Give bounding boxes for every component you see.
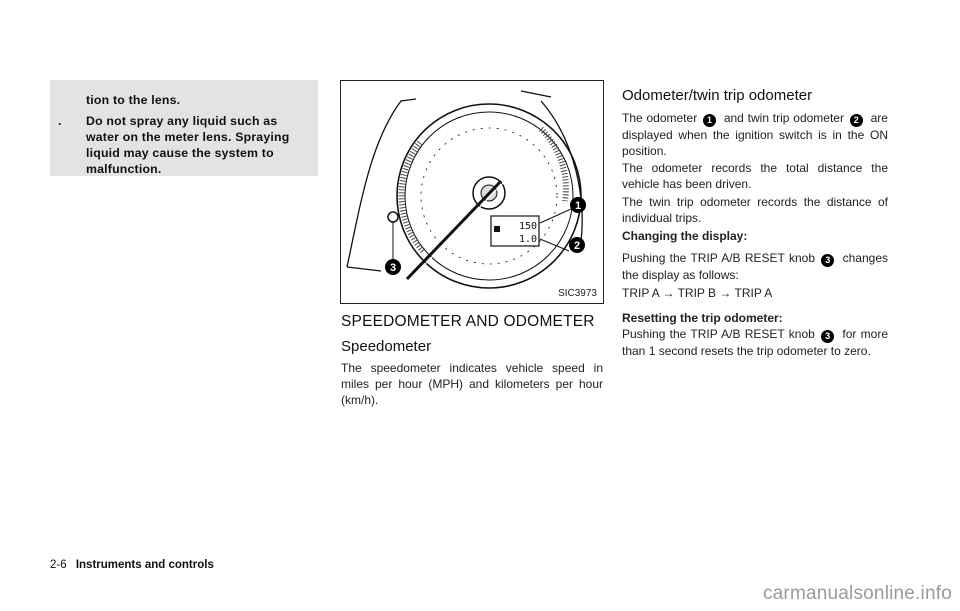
callout-2-label: 2 <box>573 240 581 252</box>
odometer-paragraph-3: The twin trip odometer records the distance of individual trips. <box>622 195 888 225</box>
caution-continuation: tion to the lens. <box>86 93 181 107</box>
odometer-p4-b: changes the display as follows: <box>622 251 888 282</box>
section-heading: SPEEDOMETER AND ODOMETER <box>341 313 595 330</box>
instrument-figure <box>340 80 604 304</box>
page-number: 2-6 <box>50 559 67 571</box>
odometer-subheading: Odometer/twin trip odometer <box>622 87 813 104</box>
callout-badge-3b: 3 <box>821 330 834 343</box>
callout-badge-3: 3 <box>821 254 834 267</box>
odometer-p5-a: Pushing the TRIP A/B RESET knob <box>622 327 815 341</box>
odometer-paragraph-2: The odometer records the total distance the vehicle has been driven. <box>622 161 888 191</box>
speedometer-subheading: Speedometer <box>341 338 432 355</box>
watermark: carmanualsonline.info <box>762 583 952 604</box>
callout-badge-2: 2 <box>850 114 863 127</box>
callout-3-label: 3 <box>389 262 397 274</box>
caution-box <box>50 80 318 176</box>
odometer-p1-b: and twin trip odometer <box>723 111 844 125</box>
resetting-heading: Resetting the trip odometer: <box>622 311 783 325</box>
odometer-paragraph-5 <box>622 326 888 359</box>
footer-section-title: Instruments and controls <box>75 559 214 571</box>
caution-bullet <box>58 113 308 177</box>
odometer-paragraph-4 <box>622 250 888 283</box>
display-line-2: 1.0 <box>518 234 537 245</box>
caution-bullet-text: Do not spray any liquid such as water on the meter lens. Spraying liquid may cause the system to malfunction. <box>86 114 290 176</box>
figure-code: SIC3973 <box>558 288 597 299</box>
trip-sequence: TRIP A → TRIP B → TRIP A <box>622 286 773 300</box>
callout-2 <box>569 237 585 253</box>
page-footer <box>50 559 214 571</box>
display-line-1: 150 <box>518 221 537 232</box>
callout-1-label: 1 <box>574 200 582 212</box>
callout-badge-1: 1 <box>703 114 716 127</box>
callout-1 <box>570 197 586 213</box>
bullet-marker: . <box>58 114 62 128</box>
changing-display-heading: Changing the display: <box>622 229 748 243</box>
odometer-p4-a: Pushing the TRIP A/B RESET knob <box>622 251 815 265</box>
callout-3 <box>385 259 401 275</box>
speedometer-illustration <box>341 81 603 303</box>
odometer-p5-b: for more than 1 second resets the trip odometer to zero. <box>622 327 888 358</box>
odometer-paragraph-1 <box>622 110 888 159</box>
odometer-p1-c: are displayed when the ignition switch is in the ON position. <box>622 111 888 158</box>
odometer-p1-a: The odometer <box>622 111 698 125</box>
speedometer-paragraph: The speedometer indicates vehicle speed in miles per hour (MPH) and kilometers per hour (km/h). <box>341 361 603 407</box>
